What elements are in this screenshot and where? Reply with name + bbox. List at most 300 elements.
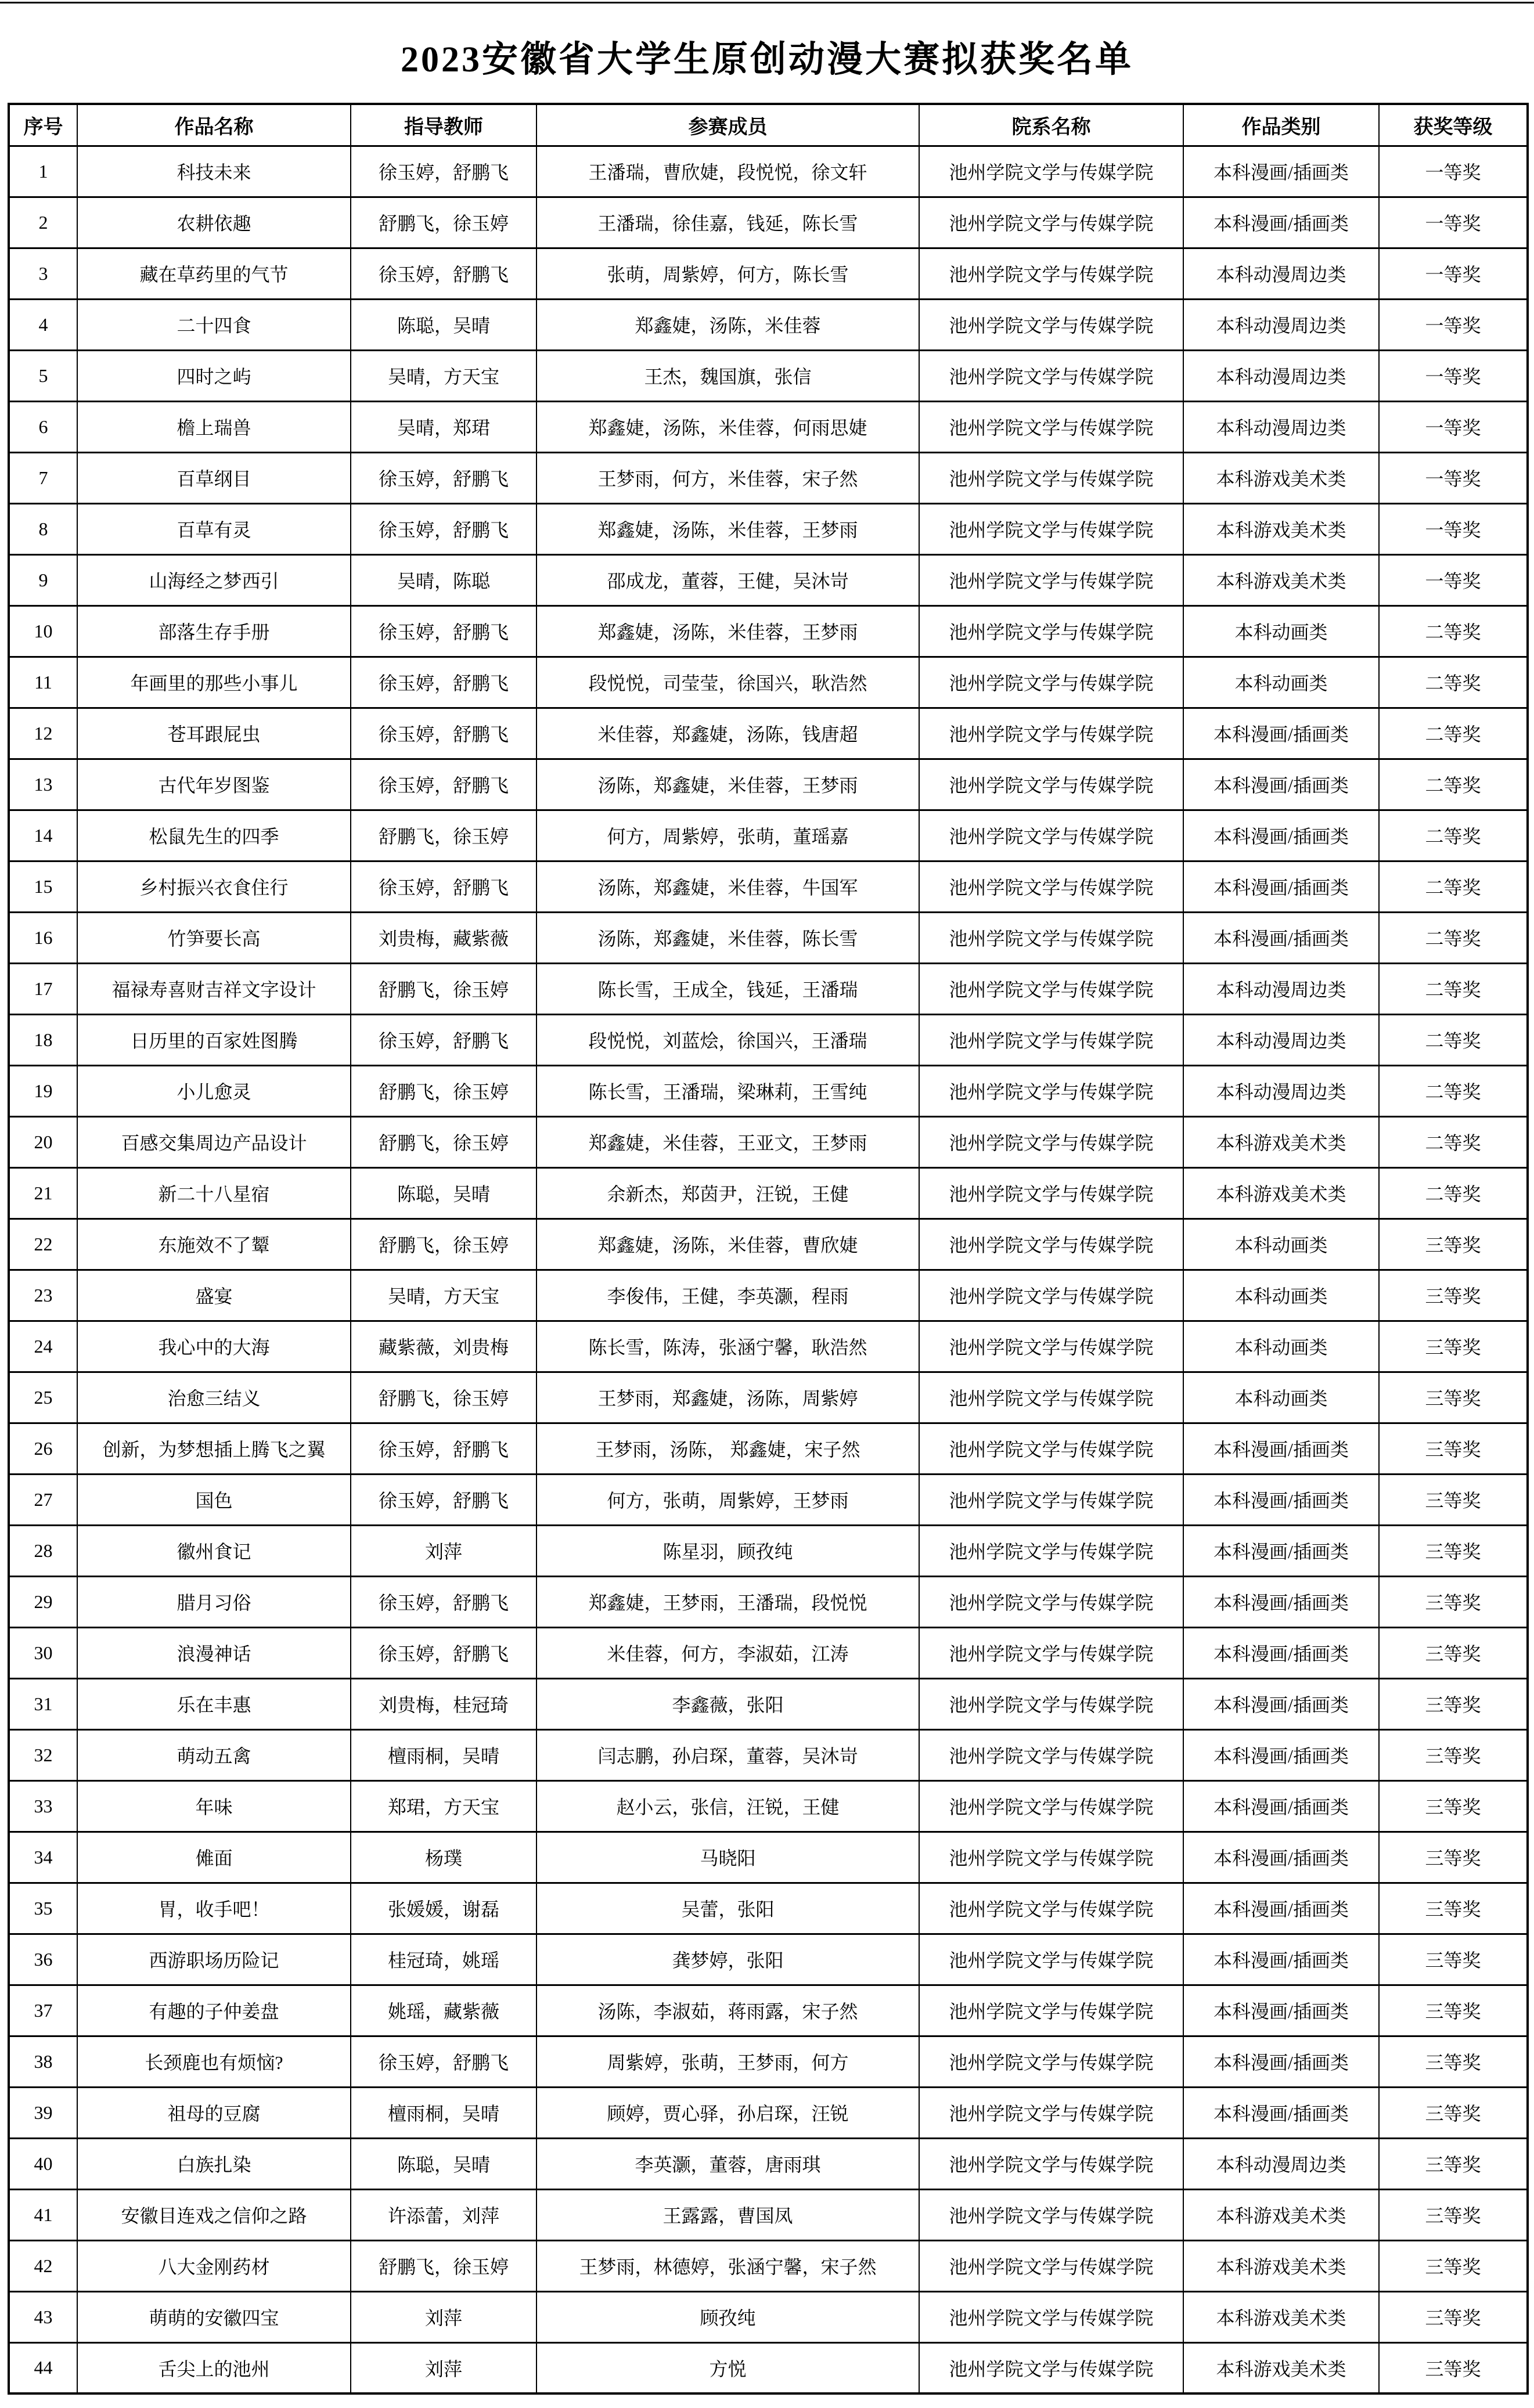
cell-advisors: 徐玉婷，舒鹏飞 bbox=[351, 759, 536, 810]
cell-members: 顾婷，贾心驿，孙启琛，汪锐 bbox=[536, 2087, 919, 2138]
cell-category: 本科漫画/插画类 bbox=[1183, 2036, 1379, 2087]
cell-title: 农耕依趣 bbox=[77, 197, 351, 248]
cell-advisors: 刘萍 bbox=[351, 2342, 536, 2393]
cell-advisors: 舒鹏飞，徐玉婷 bbox=[351, 1116, 536, 1167]
cell-no: 38 bbox=[9, 2036, 77, 2087]
cell-no: 30 bbox=[9, 1627, 77, 1678]
cell-no: 2 bbox=[9, 197, 77, 248]
cell-department: 池州学院文学与传媒学院 bbox=[919, 708, 1183, 759]
cell-no: 17 bbox=[9, 963, 77, 1014]
cell-members: 周紫婷，张萌，王梦雨，何方 bbox=[536, 2036, 919, 2087]
cell-no: 44 bbox=[9, 2342, 77, 2393]
cell-title: 傩面 bbox=[77, 1832, 351, 1883]
cell-award: 三等奖 bbox=[1379, 1780, 1528, 1832]
cell-award: 三等奖 bbox=[1379, 2240, 1528, 2291]
cell-department: 池州学院文学与传媒学院 bbox=[919, 1270, 1183, 1321]
cell-members: 何方，张萌，周紫婷，王梦雨 bbox=[536, 1474, 919, 1525]
cell-category: 本科游戏美术类 bbox=[1183, 2342, 1379, 2393]
table-row bbox=[9, 1321, 1528, 1372]
cell-title: 百草纲目 bbox=[77, 452, 351, 503]
cell-no: 14 bbox=[9, 810, 77, 861]
cell-members: 陈长雪，王成全，钱延，王潘瑞 bbox=[536, 963, 919, 1014]
cell-no: 1 bbox=[9, 146, 77, 197]
cell-category: 本科动画类 bbox=[1183, 1372, 1379, 1423]
cell-advisors: 徐玉婷，舒鹏飞 bbox=[351, 861, 536, 912]
cell-members: 郑鑫婕，米佳蓉，王亚文，王梦雨 bbox=[536, 1116, 919, 1167]
table-row bbox=[9, 503, 1528, 554]
cell-members: 郑鑫婕，汤陈，米佳蓉，曹欣婕 bbox=[536, 1219, 919, 1270]
cell-category: 本科游戏美术类 bbox=[1183, 503, 1379, 554]
cell-members: 陈星羽，顾孜纯 bbox=[536, 1525, 919, 1576]
cell-title: 二十四食 bbox=[77, 299, 351, 350]
cell-members: 李俊伟，王健，李英灏，程雨 bbox=[536, 1270, 919, 1321]
cell-advisors: 刘贵梅，桂冠琦 bbox=[351, 1678, 536, 1729]
cell-department: 池州学院文学与传媒学院 bbox=[919, 1934, 1183, 1985]
col-header-category: 作品类别 bbox=[1183, 104, 1379, 146]
cell-category: 本科游戏美术类 bbox=[1183, 1167, 1379, 1219]
cell-award: 二等奖 bbox=[1379, 1014, 1528, 1065]
table-row bbox=[9, 1780, 1528, 1832]
table-row bbox=[9, 248, 1528, 299]
table-row bbox=[9, 861, 1528, 912]
cell-advisors: 郑珺，方天宝 bbox=[351, 1780, 536, 1832]
cell-title: 安徽目连戏之信仰之路 bbox=[77, 2189, 351, 2240]
cell-category: 本科漫画/插画类 bbox=[1183, 1985, 1379, 2036]
cell-advisors: 吴晴，陈聪 bbox=[351, 554, 536, 605]
cell-department: 池州学院文学与传媒学院 bbox=[919, 1423, 1183, 1474]
cell-advisors: 舒鹏飞，徐玉婷 bbox=[351, 963, 536, 1014]
table-row bbox=[9, 1014, 1528, 1065]
cell-award: 二等奖 bbox=[1379, 963, 1528, 1014]
cell-department: 池州学院文学与传媒学院 bbox=[919, 1576, 1183, 1627]
cell-award: 三等奖 bbox=[1379, 1474, 1528, 1525]
cell-award: 三等奖 bbox=[1379, 1832, 1528, 1883]
table-row bbox=[9, 401, 1528, 452]
cell-category: 本科动画类 bbox=[1183, 1321, 1379, 1372]
cell-no: 24 bbox=[9, 1321, 77, 1372]
cell-advisors: 藏紫薇，刘贵梅 bbox=[351, 1321, 536, 1372]
table-row bbox=[9, 605, 1528, 657]
cell-department: 池州学院文学与传媒学院 bbox=[919, 1883, 1183, 1934]
cell-members: 王梦雨，汤陈， 郑鑫婕，宋子然 bbox=[536, 1423, 919, 1474]
cell-advisors: 刘萍 bbox=[351, 2291, 536, 2342]
cell-members: 汤陈，郑鑫婕，米佳蓉，陈长雪 bbox=[536, 912, 919, 963]
table-row bbox=[9, 1934, 1528, 1985]
cell-award: 三等奖 bbox=[1379, 1627, 1528, 1678]
cell-members: 王梦雨，郑鑫婕，汤陈，周紫婷 bbox=[536, 1372, 919, 1423]
cell-members: 郑鑫婕，王梦雨，王潘瑞，段悦悦 bbox=[536, 1576, 919, 1627]
cell-advisors: 姚瑶，藏紫薇 bbox=[351, 1985, 536, 2036]
cell-members: 邵成龙，董蓉，王健，吴沐岢 bbox=[536, 554, 919, 605]
cell-advisors: 徐玉婷，舒鹏飞 bbox=[351, 1014, 536, 1065]
cell-category: 本科漫画/插画类 bbox=[1183, 708, 1379, 759]
cell-department: 池州学院文学与传媒学院 bbox=[919, 2189, 1183, 2240]
col-header-department: 院系名称 bbox=[919, 104, 1183, 146]
cell-category: 本科游戏美术类 bbox=[1183, 2189, 1379, 2240]
cell-award: 一等奖 bbox=[1379, 554, 1528, 605]
cell-category: 本科动漫周边类 bbox=[1183, 299, 1379, 350]
cell-department: 池州学院文学与传媒学院 bbox=[919, 2138, 1183, 2189]
cell-department: 池州学院文学与传媒学院 bbox=[919, 861, 1183, 912]
cell-advisors: 舒鹏飞，徐玉婷 bbox=[351, 197, 536, 248]
cell-department: 池州学院文学与传媒学院 bbox=[919, 350, 1183, 401]
cell-title: 百草有灵 bbox=[77, 503, 351, 554]
cell-no: 23 bbox=[9, 1270, 77, 1321]
table-row bbox=[9, 1474, 1528, 1525]
cell-department: 池州学院文学与传媒学院 bbox=[919, 1167, 1183, 1219]
cell-title: 福禄寿喜财吉祥文字设计 bbox=[77, 963, 351, 1014]
cell-title: 松鼠先生的四季 bbox=[77, 810, 351, 861]
cell-no: 15 bbox=[9, 861, 77, 912]
cell-department: 池州学院文学与传媒学院 bbox=[919, 1474, 1183, 1525]
cell-advisors: 徐玉婷，舒鹏飞 bbox=[351, 1474, 536, 1525]
award-table-body bbox=[9, 146, 1528, 2393]
cell-title: 乡村振兴衣食住行 bbox=[77, 861, 351, 912]
cell-no: 8 bbox=[9, 503, 77, 554]
cell-members: 吴蕾，张阳 bbox=[536, 1883, 919, 1934]
table-row bbox=[9, 1678, 1528, 1729]
cell-category: 本科漫画/插画类 bbox=[1183, 1883, 1379, 1934]
cell-category: 本科动漫周边类 bbox=[1183, 2138, 1379, 2189]
cell-category: 本科漫画/插画类 bbox=[1183, 1576, 1379, 1627]
table-row bbox=[9, 1219, 1528, 1270]
cell-members: 余新杰，郑茵尹，汪锐，王健 bbox=[536, 1167, 919, 1219]
cell-advisors: 舒鹏飞，徐玉婷 bbox=[351, 1219, 536, 1270]
cell-no: 37 bbox=[9, 1985, 77, 2036]
cell-department: 池州学院文学与传媒学院 bbox=[919, 2087, 1183, 2138]
cell-members: 汤陈，郑鑫婕，米佳蓉，牛国军 bbox=[536, 861, 919, 912]
cell-title: 小儿愈灵 bbox=[77, 1065, 351, 1116]
cell-title: 苍耳跟屁虫 bbox=[77, 708, 351, 759]
cell-members: 龚梦婷，张阳 bbox=[536, 1934, 919, 1985]
table-row bbox=[9, 1576, 1528, 1627]
cell-category: 本科漫画/插画类 bbox=[1183, 1423, 1379, 1474]
cell-award: 三等奖 bbox=[1379, 2036, 1528, 2087]
cell-award: 一等奖 bbox=[1379, 350, 1528, 401]
cell-members: 李鑫薇，张阳 bbox=[536, 1678, 919, 1729]
cell-category: 本科漫画/插画类 bbox=[1183, 912, 1379, 963]
cell-award: 三等奖 bbox=[1379, 2087, 1528, 2138]
cell-category: 本科漫画/插画类 bbox=[1183, 1729, 1379, 1780]
table-row bbox=[9, 912, 1528, 963]
cell-department: 池州学院文学与传媒学院 bbox=[919, 1116, 1183, 1167]
table-row bbox=[9, 2342, 1528, 2393]
cell-title: 山海经之梦西引 bbox=[77, 554, 351, 605]
cell-members: 方悦 bbox=[536, 2342, 919, 2393]
cell-no: 18 bbox=[9, 1014, 77, 1065]
cell-award: 三等奖 bbox=[1379, 1525, 1528, 1576]
cell-members: 米佳蓉，何方，李淑茹，江涛 bbox=[536, 1627, 919, 1678]
cell-no: 29 bbox=[9, 1576, 77, 1627]
cell-department: 池州学院文学与传媒学院 bbox=[919, 452, 1183, 503]
col-header-members: 参赛成员 bbox=[536, 104, 919, 146]
cell-advisors: 张媛媛，谢磊 bbox=[351, 1883, 536, 1934]
cell-category: 本科漫画/插画类 bbox=[1183, 1525, 1379, 1576]
cell-department: 池州学院文学与传媒学院 bbox=[919, 1372, 1183, 1423]
table-row bbox=[9, 810, 1528, 861]
table-row bbox=[9, 2087, 1528, 2138]
cell-advisors: 吴晴，郑珺 bbox=[351, 401, 536, 452]
table-row bbox=[9, 554, 1528, 605]
col-header-no: 序号 bbox=[9, 104, 77, 146]
cell-title: 有趣的子仲姜盘 bbox=[77, 1985, 351, 2036]
cell-members: 陈长雪，陈涛，张涵宁馨，耿浩然 bbox=[536, 1321, 919, 1372]
cell-no: 11 bbox=[9, 657, 77, 708]
cell-advisors: 吴晴，方天宝 bbox=[351, 1270, 536, 1321]
cell-category: 本科游戏美术类 bbox=[1183, 1116, 1379, 1167]
cell-no: 43 bbox=[9, 2291, 77, 2342]
cell-title: 新二十八星宿 bbox=[77, 1167, 351, 1219]
cell-advisors: 檀雨桐，吴晴 bbox=[351, 1729, 536, 1780]
cell-category: 本科动画类 bbox=[1183, 657, 1379, 708]
cell-category: 本科漫画/插画类 bbox=[1183, 197, 1379, 248]
cell-advisors: 徐玉婷，舒鹏飞 bbox=[351, 1576, 536, 1627]
table-row bbox=[9, 1832, 1528, 1883]
cell-category: 本科动漫周边类 bbox=[1183, 401, 1379, 452]
cell-advisors: 桂冠琦，姚瑶 bbox=[351, 1934, 536, 1985]
cell-advisors: 刘贵梅，藏紫薇 bbox=[351, 912, 536, 963]
page-title: 2023安徽省大学生原创动漫大赛拟获奖名单 bbox=[400, 40, 1133, 80]
cell-category: 本科动画类 bbox=[1183, 605, 1379, 657]
cell-category: 本科游戏美术类 bbox=[1183, 554, 1379, 605]
cell-title: 胃，收手吧！ bbox=[77, 1883, 351, 1934]
cell-department: 池州学院文学与传媒学院 bbox=[919, 1780, 1183, 1832]
cell-title: 檐上瑞兽 bbox=[77, 401, 351, 452]
cell-department: 池州学院文学与传媒学院 bbox=[919, 248, 1183, 299]
table-row bbox=[9, 708, 1528, 759]
cell-award: 一等奖 bbox=[1379, 248, 1528, 299]
cell-no: 21 bbox=[9, 1167, 77, 1219]
cell-category: 本科漫画/插画类 bbox=[1183, 1678, 1379, 1729]
cell-department: 池州学院文学与传媒学院 bbox=[919, 1678, 1183, 1729]
cell-no: 39 bbox=[9, 2087, 77, 2138]
cell-members: 赵小云，张信，汪锐，王健 bbox=[536, 1780, 919, 1832]
cell-no: 40 bbox=[9, 2138, 77, 2189]
cell-members: 王露露，曹国凤 bbox=[536, 2189, 919, 2240]
table-row bbox=[9, 1167, 1528, 1219]
top-border-line bbox=[0, 2, 1534, 3]
table-row bbox=[9, 2036, 1528, 2087]
cell-title: 乐在丰惠 bbox=[77, 1678, 351, 1729]
cell-members: 王潘瑞，曹欣婕，段悦悦，徐文轩 bbox=[536, 146, 919, 197]
cell-advisors: 徐玉婷，舒鹏飞 bbox=[351, 2036, 536, 2087]
cell-department: 池州学院文学与传媒学院 bbox=[919, 1832, 1183, 1883]
cell-award: 三等奖 bbox=[1379, 2138, 1528, 2189]
cell-department: 池州学院文学与传媒学院 bbox=[919, 1014, 1183, 1065]
cell-award: 三等奖 bbox=[1379, 1321, 1528, 1372]
cell-no: 6 bbox=[9, 401, 77, 452]
cell-category: 本科游戏美术类 bbox=[1183, 452, 1379, 503]
cell-award: 一等奖 bbox=[1379, 452, 1528, 503]
cell-advisors: 舒鹏飞，徐玉婷 bbox=[351, 2240, 536, 2291]
cell-advisors: 徐玉婷，舒鹏飞 bbox=[351, 708, 536, 759]
cell-award: 三等奖 bbox=[1379, 1883, 1528, 1934]
cell-award: 二等奖 bbox=[1379, 657, 1528, 708]
cell-category: 本科动漫周边类 bbox=[1183, 1014, 1379, 1065]
cell-advisors: 徐玉婷，舒鹏飞 bbox=[351, 503, 536, 554]
table-row bbox=[9, 2291, 1528, 2342]
cell-award: 一等奖 bbox=[1379, 146, 1528, 197]
cell-members: 陈长雪，王潘瑞，梁琳莉，王雪纯 bbox=[536, 1065, 919, 1116]
cell-no: 5 bbox=[9, 350, 77, 401]
cell-members: 何方，周紫婷，张萌，董瑶嘉 bbox=[536, 810, 919, 861]
table-row bbox=[9, 1883, 1528, 1934]
cell-title: 盛宴 bbox=[77, 1270, 351, 1321]
cell-members: 王梦雨，何方，米佳蓉，宋子然 bbox=[536, 452, 919, 503]
cell-category: 本科漫画/插画类 bbox=[1183, 861, 1379, 912]
cell-award: 三等奖 bbox=[1379, 1934, 1528, 1985]
cell-no: 13 bbox=[9, 759, 77, 810]
col-header-title: 作品名称 bbox=[77, 104, 351, 146]
cell-no: 20 bbox=[9, 1116, 77, 1167]
cell-category: 本科漫画/插画类 bbox=[1183, 1832, 1379, 1883]
cell-title: 舌尖上的池州 bbox=[77, 2342, 351, 2393]
cell-title: 腊月习俗 bbox=[77, 1576, 351, 1627]
cell-department: 池州学院文学与传媒学院 bbox=[919, 912, 1183, 963]
cell-title: 徽州食记 bbox=[77, 1525, 351, 1576]
cell-advisors: 陈聪，吴晴 bbox=[351, 299, 536, 350]
cell-award: 二等奖 bbox=[1379, 759, 1528, 810]
cell-award: 三等奖 bbox=[1379, 2342, 1528, 2393]
cell-title: 治愈三结义 bbox=[77, 1372, 351, 1423]
award-table-head bbox=[9, 104, 1528, 146]
cell-category: 本科游戏美术类 bbox=[1183, 2240, 1379, 2291]
cell-award: 一等奖 bbox=[1379, 503, 1528, 554]
cell-no: 7 bbox=[9, 452, 77, 503]
cell-category: 本科漫画/插画类 bbox=[1183, 1934, 1379, 1985]
cell-department: 池州学院文学与传媒学院 bbox=[919, 146, 1183, 197]
cell-category: 本科动漫周边类 bbox=[1183, 1065, 1379, 1116]
cell-no: 25 bbox=[9, 1372, 77, 1423]
cell-advisors: 刘萍 bbox=[351, 1525, 536, 1576]
cell-department: 池州学院文学与传媒学院 bbox=[919, 401, 1183, 452]
table-row bbox=[9, 2240, 1528, 2291]
cell-no: 41 bbox=[9, 2189, 77, 2240]
cell-department: 池州学院文学与传媒学院 bbox=[919, 2240, 1183, 2291]
table-row bbox=[9, 2138, 1528, 2189]
cell-no: 42 bbox=[9, 2240, 77, 2291]
cell-members: 汤陈，郑鑫婕，米佳蓉，王梦雨 bbox=[536, 759, 919, 810]
cell-category: 本科漫画/插画类 bbox=[1183, 1780, 1379, 1832]
cell-award: 二等奖 bbox=[1379, 1065, 1528, 1116]
cell-award: 三等奖 bbox=[1379, 1270, 1528, 1321]
cell-department: 池州学院文学与传媒学院 bbox=[919, 810, 1183, 861]
cell-advisors: 杨璞 bbox=[351, 1832, 536, 1883]
cell-title: 部落生存手册 bbox=[77, 605, 351, 657]
cell-department: 池州学院文学与传媒学院 bbox=[919, 1729, 1183, 1780]
cell-department: 池州学院文学与传媒学院 bbox=[919, 554, 1183, 605]
cell-members: 郑鑫婕，汤陈，米佳蓉，何雨思婕 bbox=[536, 401, 919, 452]
cell-award: 三等奖 bbox=[1379, 1576, 1528, 1627]
cell-no: 34 bbox=[9, 1832, 77, 1883]
cell-no: 32 bbox=[9, 1729, 77, 1780]
cell-title: 藏在草药里的气节 bbox=[77, 248, 351, 299]
cell-members: 郑鑫婕，汤陈，米佳蓉，王梦雨 bbox=[536, 605, 919, 657]
cell-award: 二等奖 bbox=[1379, 708, 1528, 759]
cell-category: 本科漫画/插画类 bbox=[1183, 146, 1379, 197]
cell-advisors: 徐玉婷，舒鹏飞 bbox=[351, 657, 536, 708]
cell-advisors: 徐玉婷，舒鹏飞 bbox=[351, 1627, 536, 1678]
cell-department: 池州学院文学与传媒学院 bbox=[919, 2291, 1183, 2342]
cell-advisors: 徐玉婷，舒鹏飞 bbox=[351, 452, 536, 503]
cell-title: 萌萌的安徽四宝 bbox=[77, 2291, 351, 2342]
cell-department: 池州学院文学与传媒学院 bbox=[919, 299, 1183, 350]
col-header-advisors: 指导教师 bbox=[351, 104, 536, 146]
table-row bbox=[9, 197, 1528, 248]
table-row bbox=[9, 1065, 1528, 1116]
cell-advisors: 徐玉婷，舒鹏飞 bbox=[351, 1423, 536, 1474]
cell-title: 日历里的百家姓图腾 bbox=[77, 1014, 351, 1065]
cell-advisors: 舒鹏飞，徐玉婷 bbox=[351, 1065, 536, 1116]
cell-department: 池州学院文学与传媒学院 bbox=[919, 1985, 1183, 2036]
cell-title: 八大金刚药材 bbox=[77, 2240, 351, 2291]
cell-members: 汤陈，李淑茹，蒋雨露，宋子然 bbox=[536, 1985, 919, 2036]
cell-department: 池州学院文学与传媒学院 bbox=[919, 2342, 1183, 2393]
cell-no: 9 bbox=[9, 554, 77, 605]
cell-department: 池州学院文学与传媒学院 bbox=[919, 1525, 1183, 1576]
cell-members: 王潘瑞，徐佳嘉，钱延，陈长雪 bbox=[536, 197, 919, 248]
cell-department: 池州学院文学与传媒学院 bbox=[919, 605, 1183, 657]
cell-title: 祖母的豆腐 bbox=[77, 2087, 351, 2138]
cell-no: 10 bbox=[9, 605, 77, 657]
cell-members: 王梦雨，林德婷，张涵宁馨，宋子然 bbox=[536, 2240, 919, 2291]
cell-title: 长颈鹿也有烦恼? bbox=[77, 2036, 351, 2087]
cell-members: 马晓阳 bbox=[536, 1832, 919, 1883]
cell-title: 东施效不了颦 bbox=[77, 1219, 351, 1270]
cell-department: 池州学院文学与传媒学院 bbox=[919, 1065, 1183, 1116]
cell-award: 一等奖 bbox=[1379, 401, 1528, 452]
cell-award: 三等奖 bbox=[1379, 1985, 1528, 2036]
cell-advisors: 陈聪，吴晴 bbox=[351, 1167, 536, 1219]
cell-department: 池州学院文学与传媒学院 bbox=[919, 2036, 1183, 2087]
cell-title: 年味 bbox=[77, 1780, 351, 1832]
cell-award: 三等奖 bbox=[1379, 1219, 1528, 1270]
table-row bbox=[9, 2189, 1528, 2240]
cell-no: 26 bbox=[9, 1423, 77, 1474]
cell-no: 28 bbox=[9, 1525, 77, 1576]
header-row bbox=[9, 104, 1528, 146]
cell-members: 段悦悦，刘蓝烩，徐国兴，王潘瑞 bbox=[536, 1014, 919, 1065]
cell-title: 萌动五禽 bbox=[77, 1729, 351, 1780]
table-row bbox=[9, 657, 1528, 708]
table-row bbox=[9, 963, 1528, 1014]
cell-no: 27 bbox=[9, 1474, 77, 1525]
cell-no: 33 bbox=[9, 1780, 77, 1832]
cell-award: 三等奖 bbox=[1379, 2291, 1528, 2342]
cell-members: 李英灏，董蓉，唐雨琪 bbox=[536, 2138, 919, 2189]
cell-members: 郑鑫婕，汤陈，米佳蓉 bbox=[536, 299, 919, 350]
cell-category: 本科漫画/插画类 bbox=[1183, 1627, 1379, 1678]
cell-category: 本科漫画/插画类 bbox=[1183, 2087, 1379, 2138]
cell-title: 科技未来 bbox=[77, 146, 351, 197]
cell-title: 年画里的那些小事儿 bbox=[77, 657, 351, 708]
award-table bbox=[8, 103, 1529, 2395]
cell-category: 本科漫画/插画类 bbox=[1183, 1474, 1379, 1525]
cell-no: 22 bbox=[9, 1219, 77, 1270]
cell-members: 王杰，魏国旗，张信 bbox=[536, 350, 919, 401]
cell-award: 二等奖 bbox=[1379, 1167, 1528, 1219]
cell-title: 百感交集周边产品设计 bbox=[77, 1116, 351, 1167]
cell-advisors: 陈聪，吴晴 bbox=[351, 2138, 536, 2189]
cell-award: 二等奖 bbox=[1379, 810, 1528, 861]
cell-no: 19 bbox=[9, 1065, 77, 1116]
table-row bbox=[9, 1423, 1528, 1474]
table-row bbox=[9, 452, 1528, 503]
cell-no: 36 bbox=[9, 1934, 77, 1985]
cell-award: 二等奖 bbox=[1379, 861, 1528, 912]
cell-award: 三等奖 bbox=[1379, 2189, 1528, 2240]
table-row bbox=[9, 1729, 1528, 1780]
